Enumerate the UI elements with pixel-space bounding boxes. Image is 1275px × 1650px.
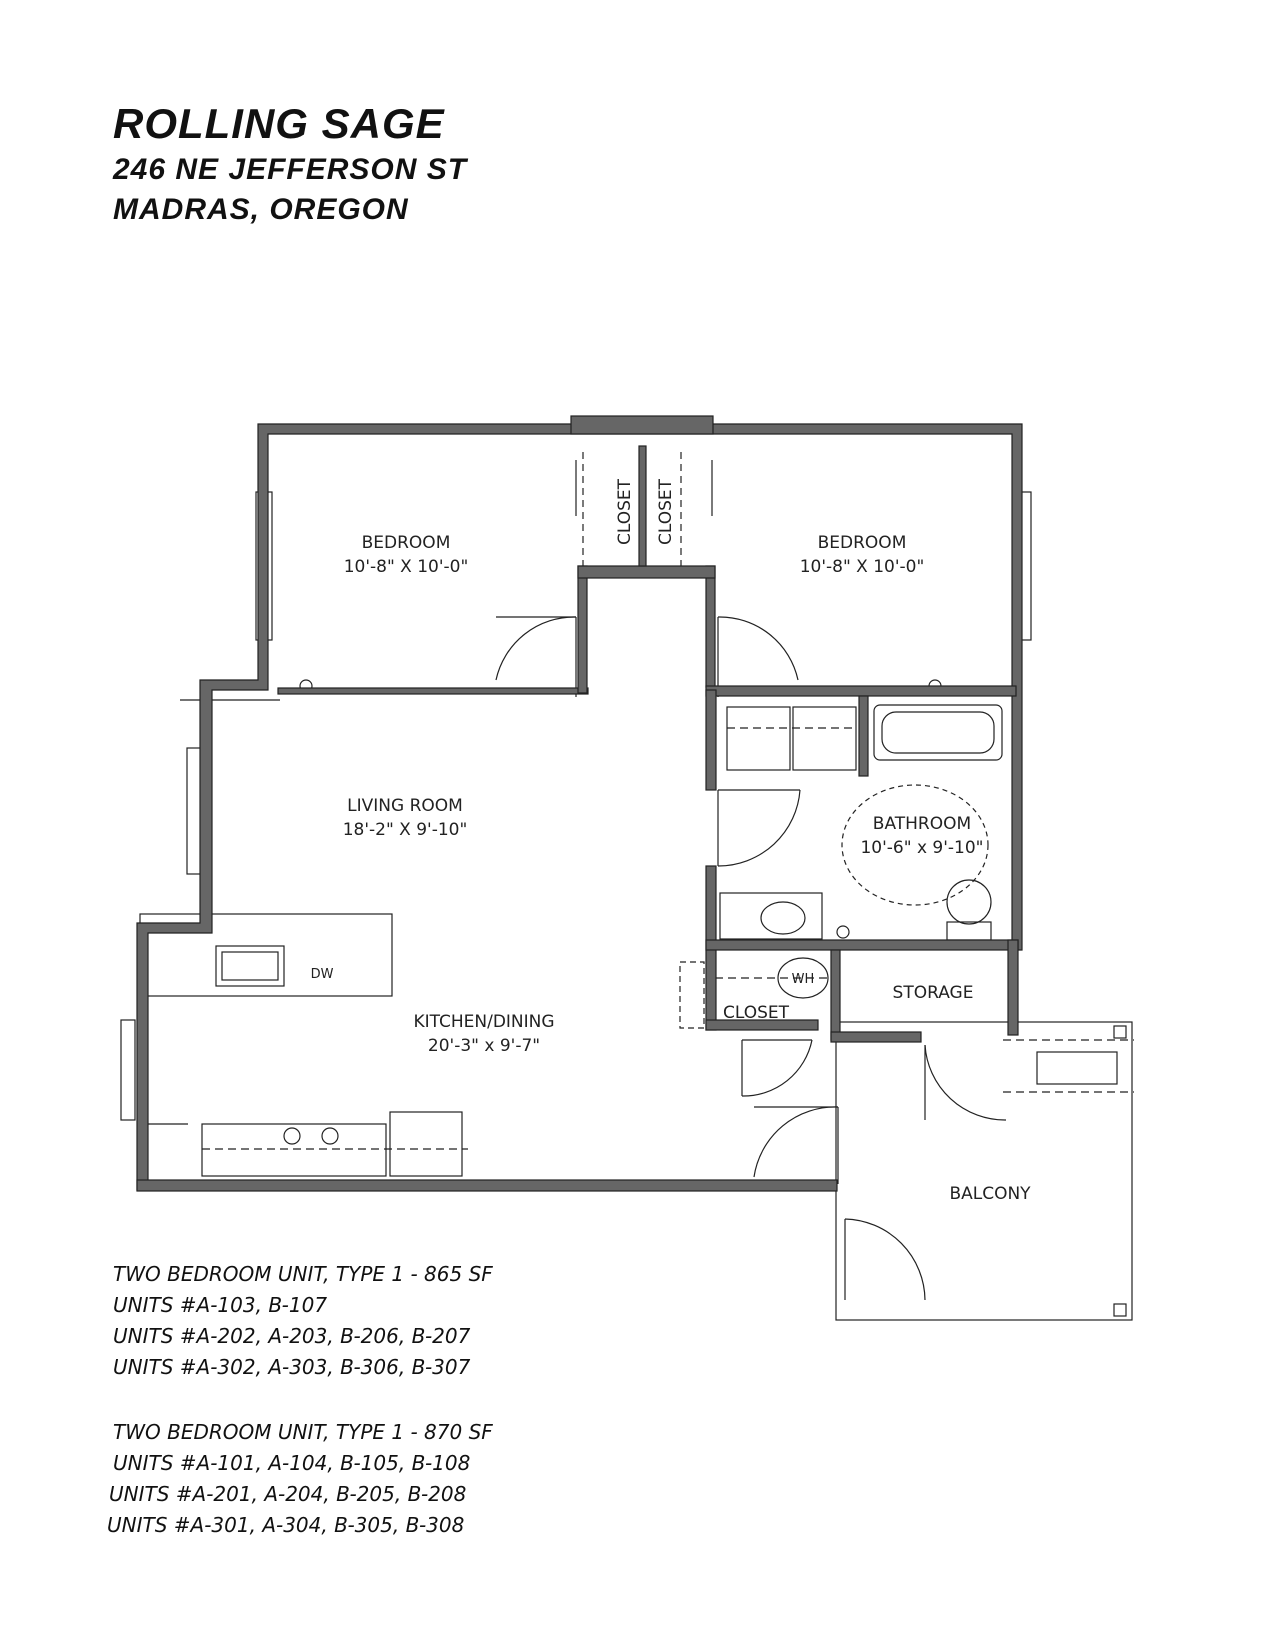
bedroom-right-label: BEDROOM xyxy=(817,533,907,553)
type-865-title: TWO BEDROOM UNIT, TYPE 1 - 865 SF xyxy=(113,1262,493,1286)
living-room-label: LIVING ROOM xyxy=(347,796,463,816)
kitchen-size: 20'-3" x 9'-7" xyxy=(427,1036,541,1056)
closet-a-label: CLOSET xyxy=(615,478,635,546)
type-865-units-1: UNITS #A-103, B-107 xyxy=(113,1293,328,1317)
bedroom-left-size: 10'-8" X 10'-0" xyxy=(343,557,469,577)
type-865-units-2: UNITS #A-202, A-203, B-206, B-207 xyxy=(113,1324,471,1348)
bedroom-left-label: BEDROOM xyxy=(361,533,451,553)
property-address: 246 NE JEFFERSON ST xyxy=(113,153,468,186)
water-heater-label: WH xyxy=(791,972,815,987)
type-870-units-3: UNITS #A-301, A-304, B-305, B-308 xyxy=(107,1513,465,1537)
bathroom-label: BATHROOM xyxy=(872,814,972,834)
property-city: MADRAS, OREGON xyxy=(113,193,409,226)
property-name: ROLLING SAGE xyxy=(113,100,445,147)
balcony-label: BALCONY xyxy=(949,1184,1031,1204)
closet-b-label: CLOSET xyxy=(656,478,676,546)
type-870-units-2: UNITS #A-201, A-204, B-205, B-208 xyxy=(109,1482,467,1506)
storage-label: STORAGE xyxy=(892,983,974,1003)
type-870-units-1: UNITS #A-101, A-104, B-105, B-108 xyxy=(113,1451,471,1475)
living-room-size: 18'-2" X 9'-10" xyxy=(342,820,468,840)
type-865-units-3: UNITS #A-302, A-303, B-306, B-307 xyxy=(113,1355,471,1379)
closet-wh-label: CLOSET xyxy=(722,1003,790,1023)
bedroom-right-size: 10'-8" X 10'-0" xyxy=(799,557,925,577)
kitchen-label: KITCHEN/DINING xyxy=(413,1012,555,1032)
dishwasher-label: DW xyxy=(310,967,334,982)
bathroom-size: 10'-6" x 9'-10" xyxy=(860,838,984,858)
type-870-title: TWO BEDROOM UNIT, TYPE 1 - 870 SF xyxy=(113,1420,493,1444)
